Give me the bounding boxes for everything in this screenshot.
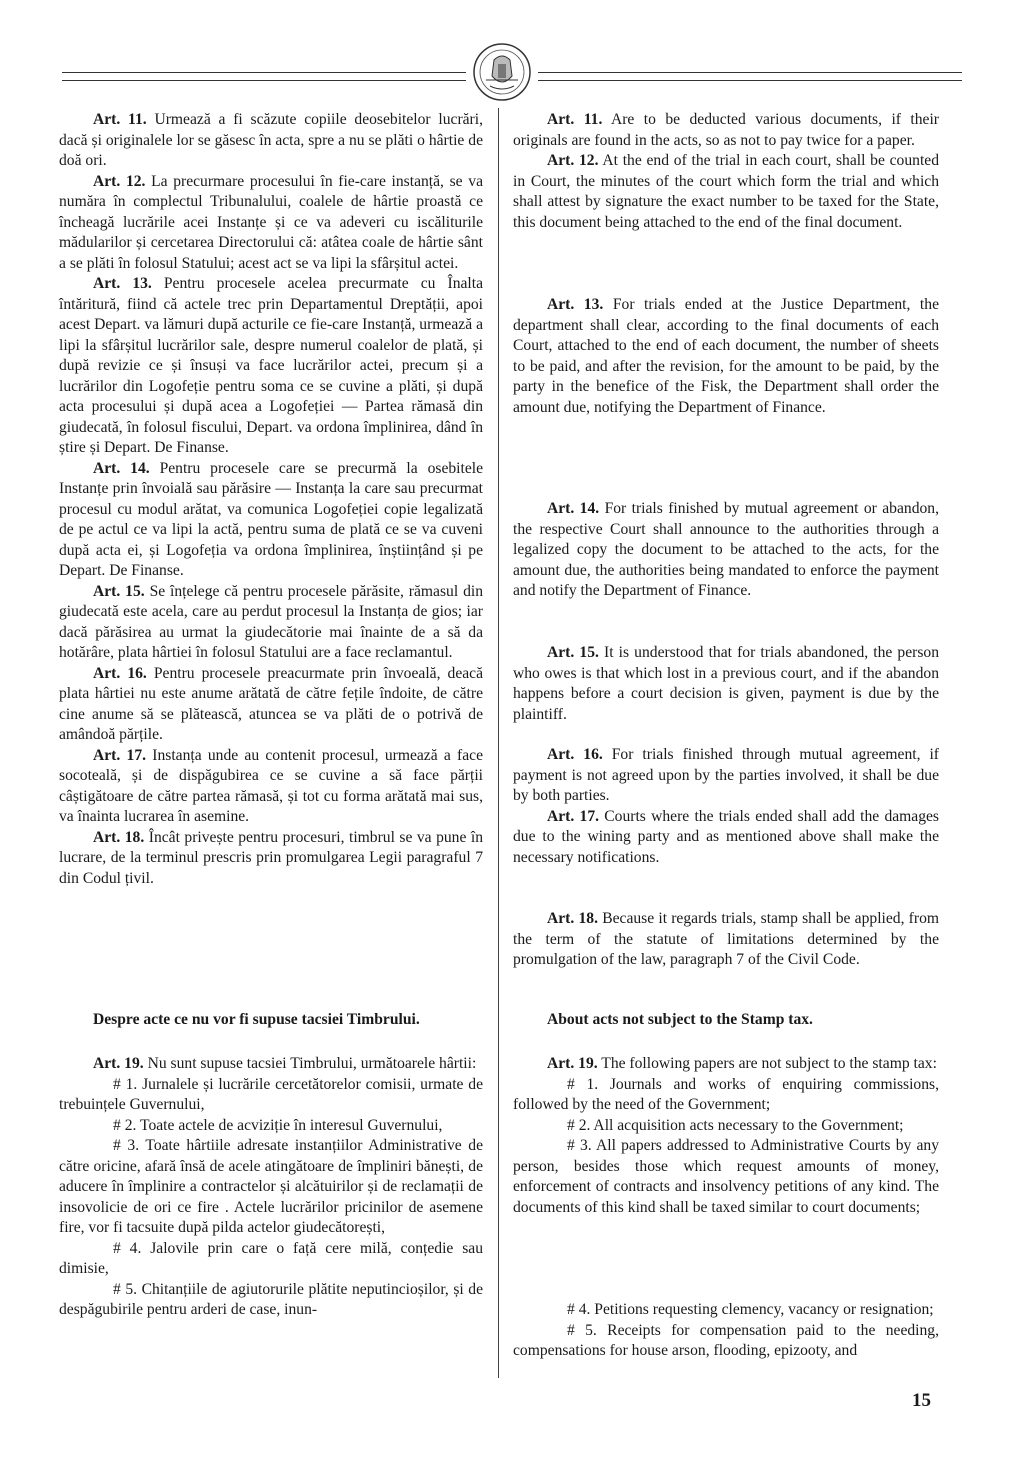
ro-art-16: Art. 16. Pentru procesele preacurmate prin învoeală, deacă plata hârtiei nu este anume arătată de către fețile îndoite, de către cine anume să se plătească, atuncea se va plăti de o potrivă de amândoă părțile. (59, 664, 483, 743)
ro-art-17: Art. 17. Instanța unde au contenit procesul, urmează a face socoteală, și de dispăgubirea ce se cuvine a să face părții câștigătoare de către partea rămasă, și tot cu forma arătată mai sus, va înainta lucrarea în asemine. (59, 746, 483, 825)
en-articles-16-17 (513, 745, 939, 868)
ro-art-11: Art. 11. Urmează a fi scăzute copiile deosebitelor lucrări, dacă și originalele lor se găsesc în acta, spre a nu se plăti o hârtie de doă ori. (59, 111, 483, 169)
en-item-5: # 5. Receipts for compensation paid to the needing, compensations for house arson, flooding, epizooty, and (513, 1321, 939, 1359)
ro-item-5: # 5. Chitanțiile de agiutorurile plătite neputincioșilor, și de despăgubirile pentru arderi de case, inun- (59, 1280, 483, 1318)
en-item-4: # 4. Petitions requesting clemency, vacancy or resignation; (567, 1301, 934, 1318)
page-number: 15 (912, 1390, 931, 1411)
en-article-14 (513, 499, 939, 602)
ro-art-13: Art. 13. Pentru procesele acelea precurmate cu Înalta întăritură, fiind că actele trec prin Departamentul Dreptății, apoi acest Depart. va lămuri după acturile ce fie-care Instanță, urmează a lipi la sfârșitul lucrărilor sale, despre numerul coalelor de plată, și după revizie ce și însuși va face lucrărilor actei, precum și a lucrărilor din Logofeție pentru soma ce se cuvine a plăti, și după acta procesului și după acea a Logofeției — Partea rămasă din giudecată, în folosul fiscului, Depart. va ordona împlinirea, dând în știre și Depart. De Finanse. (59, 275, 483, 456)
en-articles-11-12 (513, 110, 939, 233)
en-art-12: Art. 12. At the end of the trial in each court, shall be counted in Court, the minutes of the court which form the trial and which shall attest by signature the exact number to be taxed for the State, this document being attached to the end of the final document. (513, 152, 939, 231)
en-art-17: Art. 17. Courts where the trials ended shall add the damages due to the wining party and as mentioned above shall make the necessary notifications. (513, 807, 939, 866)
en-article-19 (513, 1054, 939, 1218)
ro-art-18: Art. 18. Încât privește pentru procesuri, timbrul se va pune în lucrare, de la terminul prescris prin promulgarea Legii paragraful 7 din Codul țivil. (59, 828, 483, 887)
en-article-18 (513, 909, 939, 971)
ro-art-14: Art. 14. Pentru procesele care se precurmă la osebitele Instanțe prin învoială sau părăsire — Instanța la care sau precurmat procesul cu modul arătat, va comunica Logofeției copie legalizată de pe actul ce va lipi la actă, pentru suma de plată ce se va cuveni după acta ei, și Logofeția va ordona împlinirea, înștiințând și pe Depart. De Finanse. (59, 459, 484, 579)
ro-art-15: Art. 15. Se înțelege că pentru procesele părăsite, rămasul din giudecată este acela, care au perdut procesul la Instanța de gios; iar dacă părăsirea au urmat la giudecătorie mai înainte de a să da hotărâre, plata hârtiei în folosul Statului are a face reclamantul. (59, 582, 483, 661)
ro-section-heading: Despre acte ce nu vor fi supuse tacsiei Timbrului. (93, 1011, 420, 1028)
coat-of-arms-icon (472, 42, 532, 102)
en-art-13: Art. 13. For trials ended at the Justice Department, the department shall clear, according to the final documents of each Court, attached to the end of each document, the number of sheets to be paid, and after the revision, for the amount to be paid, by the party in the benefice of the Fisk, the Department shall order the amount due, notifying the Department of Finance. (513, 296, 939, 416)
ro-article-19 (59, 1054, 483, 1321)
en-section-heading: About acts not subject to the Stamp tax. (547, 1011, 813, 1028)
ro-item-4: # 4. Jalovile prin care o față cere milă, conțedie sau dimisie, (59, 1239, 483, 1277)
en-art-19: Art. 19. The following papers are not subject to the stamp tax: (547, 1055, 937, 1072)
ro-art-19: Art. 19. Nu sunt supuse tacsiei Timbrului, următoarele hârtii: (93, 1055, 477, 1072)
en-item-3: # 3. All papers addressed to Administrative Courts by any person, besides those which request amounts of money, enforcement of contracts and insolvency petitions of any kind. The documents of this kind shall be taxed similar to court documents; (513, 1137, 939, 1216)
en-art-18: Art. 18. Because it regards trials, stamp shall be applied, from the term of the statute of limitations determined by the promulgation of the law, paragraph 7 of the Civil Code. (513, 910, 939, 968)
en-article-13 (513, 295, 939, 418)
en-art-11: Art. 11. Are to be deducted various documents, if their originals are found in the acts, so as not to pay twice for a paper. (513, 111, 939, 149)
ro-item-1: # 1. Jurnalele și lucrările cercetătorelor comisii, urmate de trebuințele Guvernului, (59, 1075, 483, 1113)
ro-art-12: Art. 12. La precurmare procesului în fie-care instanță, se va număra în complectul Tribunalului, coalele de hârtie proastă ce încheagă lucrările acei Instanțe și ce va adeveri cu iscăliturile mădularilor și cercetarea Directorului că: atâtea coale de hârtie sânt a se plăti în folosul Statului; acest act se va lipi la sfârșitul actei. (59, 172, 483, 272)
en-art-15: Art. 15. It is understood that for trials abandoned, the person who owes is that which lost in a previous court, and if the abandon happens before a court decision is given, payment is due by the plaintiff. (513, 644, 939, 723)
en-article-15 (513, 643, 939, 725)
header-rule-left (62, 72, 466, 81)
ro-item-2: # 2. Toate actele de acviziție în interesul Guvernului, (113, 1116, 443, 1134)
en-art-16: Art. 16. For trials finished through mutual agreement, if payment is not agreed upon by the parties involved, it shall be due by both parties. (513, 746, 939, 804)
header-rule-right (538, 72, 962, 81)
en-art-14: Art. 14. For trials finished by mutual agreement or abandon, the respective Court shall announce to the authorities through a legalized copy the document to be attached to the acts, for the amount due, the authorities being mandated to enforce the payment and notify the Department of Finance. (513, 500, 939, 599)
en-article-19-continued (513, 1300, 939, 1362)
en-item-1: # 1. Journals and works of enquiring commissions, followed by the need of the Government; (513, 1075, 939, 1113)
en-item-2: # 2. All acquisition acts necessary to the Government; (567, 1116, 904, 1134)
column-divider (498, 108, 499, 1378)
ro-articles-11-18 (59, 110, 483, 889)
ro-item-3: # 3. Toate hârtiile adresate instanțiilor Administrative de către oricine, afară însă de acele atingătoare de împliniri bănești, de aducere în împlinire a contractelor și alcătuirilor și de reclamații de insovolicie de ori ce fire . Actele lucrărilor pricinilor de asemene fire, vor fi tacsuite după pilda actelor giudecătorești, (59, 1137, 483, 1236)
